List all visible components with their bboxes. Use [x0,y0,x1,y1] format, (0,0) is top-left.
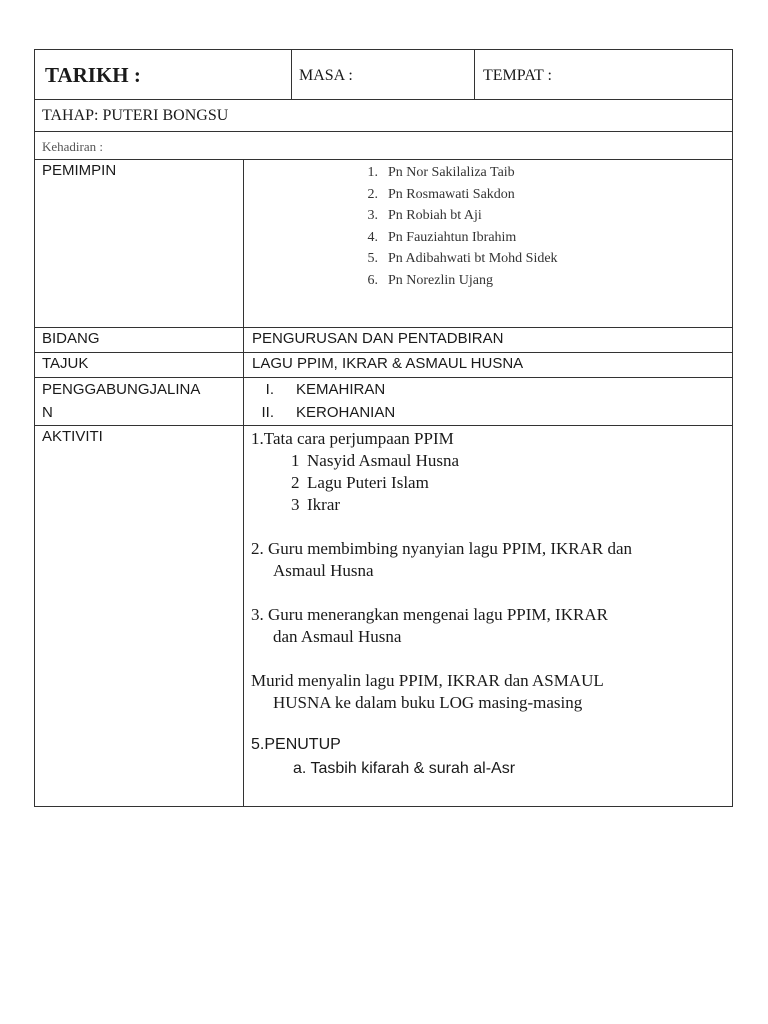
header-row [34,49,733,99]
penggabungjalinan-label: PENGGABUNGJALINA N [42,381,201,421]
list-item: 3. Pn Robiah bt Aji [367,208,482,223]
integration-list [252,378,732,424]
penggabungjalinan-row [34,377,733,425]
pemimpin-label: PEMIMPIN [42,162,117,179]
list-item: 2. Pn Rosmawati Sakdon [367,186,515,202]
list-item: 4. Pn Fauziahtun Ibrahim [367,229,517,245]
list-item: 1 Nasyid Asmaul Husna [291,451,460,470]
tahap-row: TAHAP: PUTERI BONGSU [34,99,733,131]
step2-line2: Asmaul Husna [273,561,374,580]
aktiviti-row [34,425,733,807]
tajuk-value: LAGU PPIM, IKRAR & ASMAUL HUSNA [243,353,732,377]
tempat-field: TEMPAT : [474,50,732,99]
bidang-value: PENGURUSAN DAN PENTADBIRAN [243,328,732,352]
leader-list [252,162,732,291]
masa-field: MASA : [291,50,474,99]
list-item: 2 Lagu Puteri Islam [291,473,429,492]
step5-item: a. Tasbih kifarah & surah al-Asr [293,760,516,777]
list-item: I. KEMAHIRAN [265,381,386,398]
bidang-row [34,327,733,352]
aktiviti-label: AKTIVITI [42,428,103,445]
pemimpin-row [34,159,733,327]
step1-title: 1.Tata cara perjumpaan PPIM [251,429,454,448]
report-form [34,49,733,807]
tajuk-label: TAJUK [42,355,89,372]
step4-line2: HUSNA ke dalam buku LOG masing-masing [273,693,583,712]
step3-line2: dan Asmaul Husna [273,627,402,646]
pemimpin-list-cell [243,160,732,327]
list-item: 6. Pn Norezlin Ujang [367,272,493,288]
step5-title: 5.PENUTUP [251,736,341,753]
tajuk-row [34,352,733,377]
tarikh-field: TARIKH : [45,63,141,87]
step2-line1: 2. Guru membimbing nyanyian lagu PPIM, IKRAR dan [251,539,633,558]
list-item: II. KEROHANIAN [261,404,396,421]
list-item: 1. Pn Nor Sakilaliza Taib [367,165,515,180]
penggabungjalinan-value [243,378,732,425]
list-item: 3 Ikrar [291,495,341,514]
bidang-label: BIDANG [42,330,100,347]
aktiviti-content [243,426,732,806]
kehadiran-row: Kehadiran : [34,131,733,159]
step4-line1: Murid menyalin lagu PPIM, IKRAR dan ASMAUL [251,671,604,690]
step3-line1: 3. Guru menerangkan mengenai lagu PPIM, IKRAR [251,605,608,624]
list-item: 5. Pn Adibahwati bt Mohd Sidek [367,251,558,266]
